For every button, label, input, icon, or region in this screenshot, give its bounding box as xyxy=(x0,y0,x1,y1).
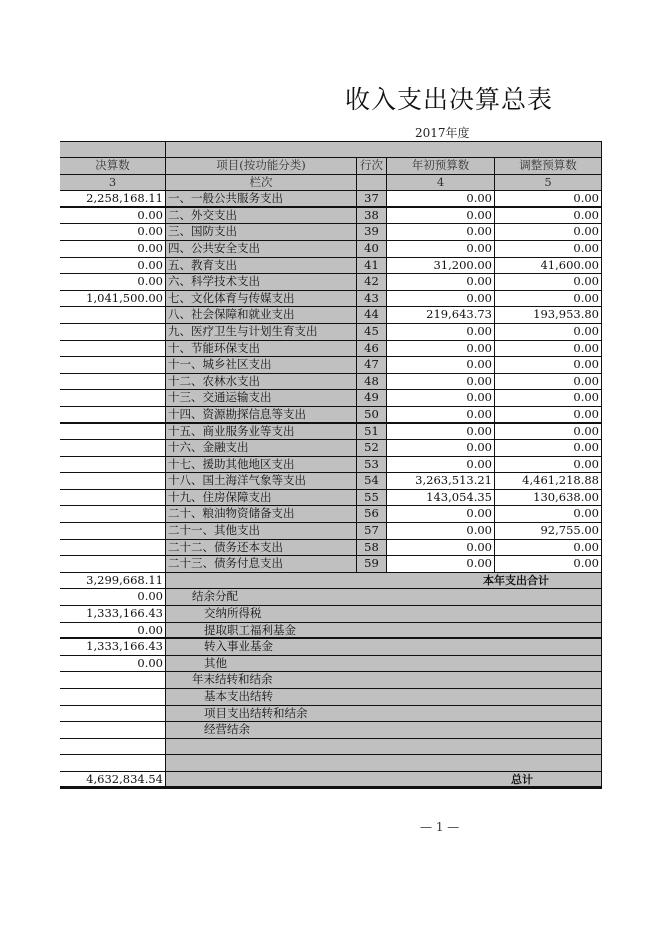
distribution-label xyxy=(166,739,602,755)
initial-budget-cell: 0.00 xyxy=(387,191,495,206)
distribution-row xyxy=(60,623,602,640)
line-cell: 43 xyxy=(357,291,387,307)
distribution-amount xyxy=(60,706,166,722)
item-cell: 十三、交通运输支出 xyxy=(166,390,357,406)
distribution-row xyxy=(60,706,602,723)
amount-cell: 1,041,500.00 xyxy=(60,291,166,307)
table-row xyxy=(60,490,602,507)
amount-cell: 0.00 xyxy=(60,208,166,224)
item-cell: 十六、金融支出 xyxy=(166,440,357,456)
initial-budget-cell: 31,200.00 xyxy=(387,258,495,274)
initial-budget-cell: 0.00 xyxy=(387,424,495,440)
item-cell: 五、教育支出 xyxy=(166,258,357,274)
initial-budget-cell: 0.00 xyxy=(387,556,495,572)
fiscal-year: 2017年度 xyxy=(415,126,470,140)
expenditure-table xyxy=(60,141,602,789)
adjusted-budget-cell: 0.00 xyxy=(495,191,602,206)
initial-budget-cell: 0.00 xyxy=(387,241,495,257)
line-cell: 48 xyxy=(357,374,387,390)
table-row xyxy=(60,307,602,324)
item-cell: 六、科学技术支出 xyxy=(166,274,357,290)
distribution-label: 提取职工福利基金 xyxy=(166,623,602,638)
header-blank-amount xyxy=(60,142,166,157)
line-cell: 47 xyxy=(357,357,387,373)
amount-cell xyxy=(60,324,166,340)
adjusted-budget-cell: 4,461,218.88 xyxy=(495,473,602,489)
amount-cell: 2,258,168.11 xyxy=(60,191,166,206)
item-cell: 十九、住房保障支出 xyxy=(166,490,357,506)
item-cell: 九、医疗卫生与计划生育支出 xyxy=(166,324,357,340)
distribution-row xyxy=(60,589,602,606)
table-row xyxy=(60,324,602,341)
table-row xyxy=(60,473,602,490)
amount-cell: 0.00 xyxy=(60,274,166,290)
index-line-no xyxy=(357,175,387,191)
table-row xyxy=(60,224,602,241)
adjusted-budget-cell: 0.00 xyxy=(495,506,602,522)
table-row xyxy=(60,191,602,208)
amount-cell xyxy=(60,440,166,456)
distribution-row xyxy=(60,672,602,689)
amount-cell xyxy=(60,341,166,357)
distribution-label xyxy=(166,755,602,771)
initial-budget-cell: 219,643.73 xyxy=(387,307,495,323)
distribution-row xyxy=(60,639,602,656)
line-cell: 40 xyxy=(357,241,387,257)
subtotal-amount: 3,299,668.11 xyxy=(60,573,166,589)
subtotal-label: 本年支出合计 xyxy=(166,573,602,589)
amount-cell xyxy=(60,556,166,572)
amount-cell xyxy=(60,457,166,473)
adjusted-budget-cell: 0.00 xyxy=(495,407,602,422)
adjusted-budget-cell: 0.00 xyxy=(495,424,602,440)
item-cell: 八、社会保障和就业支出 xyxy=(166,307,357,323)
initial-budget-cell: 0.00 xyxy=(387,540,495,556)
amount-cell xyxy=(60,540,166,556)
item-cell: 十八、国土海洋气象等支出 xyxy=(166,473,357,489)
initial-budget-cell: 0.00 xyxy=(387,291,495,307)
distribution-label: 年末结转和结余 xyxy=(166,672,602,688)
item-cell: 十一、城乡社区支出 xyxy=(166,357,357,373)
adjusted-budget-cell: 92,755.00 xyxy=(495,523,602,539)
item-cell: 七、文化体育与传媒支出 xyxy=(166,291,357,307)
amount-cell: 0.00 xyxy=(60,224,166,240)
initial-budget-cell: 0.00 xyxy=(387,208,495,224)
table-row xyxy=(60,540,602,557)
table-row xyxy=(60,457,602,474)
total-row xyxy=(60,772,602,789)
distribution-label: 交纳所得税 xyxy=(166,606,602,622)
initial-budget-cell: 0.00 xyxy=(387,374,495,390)
table-row xyxy=(60,341,602,358)
table-row xyxy=(60,374,602,391)
distribution-amount: 0.00 xyxy=(60,656,166,672)
distribution-row xyxy=(60,722,602,739)
document-title: 收入支出决算总表 xyxy=(345,85,554,114)
index-amount: 3 xyxy=(60,175,166,191)
adjusted-budget-cell: 0.00 xyxy=(495,208,602,224)
line-cell: 54 xyxy=(357,473,387,489)
distribution-amount: 1,333,166.43 xyxy=(60,639,166,655)
line-cell: 44 xyxy=(357,307,387,323)
adjusted-budget-cell: 0.00 xyxy=(495,440,602,456)
distribution-amount: 0.00 xyxy=(60,589,166,605)
adjusted-budget-cell: 0.00 xyxy=(495,357,602,373)
initial-budget-cell: 0.00 xyxy=(387,390,495,406)
line-cell: 38 xyxy=(357,208,387,224)
line-cell: 53 xyxy=(357,457,387,473)
adjusted-budget-cell: 0.00 xyxy=(495,291,602,307)
table-row xyxy=(60,274,602,291)
distribution-amount xyxy=(60,755,166,771)
initial-budget-cell: 0.00 xyxy=(387,357,495,373)
table-row xyxy=(60,357,602,374)
amount-cell xyxy=(60,357,166,373)
index-initial-budget: 4 xyxy=(387,175,495,191)
initial-budget-cell: 0.00 xyxy=(387,523,495,539)
line-cell: 37 xyxy=(357,191,387,206)
item-cell: 十四、资源勘探信息等支出 xyxy=(166,407,357,422)
amount-cell xyxy=(60,407,166,422)
distribution-amount: 0.00 xyxy=(60,623,166,638)
table-row xyxy=(60,208,602,225)
initial-budget-cell: 0.00 xyxy=(387,506,495,522)
item-cell: 二十一、其他支出 xyxy=(166,523,357,539)
adjusted-budget-cell: 0.00 xyxy=(495,224,602,240)
amount-cell xyxy=(60,506,166,522)
distribution-row xyxy=(60,689,602,706)
header-line-no: 行次 xyxy=(357,158,387,174)
distribution-row xyxy=(60,755,602,772)
distribution-amount xyxy=(60,689,166,705)
distribution-row xyxy=(60,606,602,623)
table-row xyxy=(60,407,602,424)
adjusted-budget-cell: 0.00 xyxy=(495,457,602,473)
initial-budget-cell: 0.00 xyxy=(387,274,495,290)
line-cell: 58 xyxy=(357,540,387,556)
distribution-amount xyxy=(60,722,166,738)
line-cell: 56 xyxy=(357,506,387,522)
table-row xyxy=(60,258,602,275)
amount-cell xyxy=(60,473,166,489)
item-cell: 三、国防支出 xyxy=(166,224,357,240)
column-index-row xyxy=(60,175,602,192)
table-row xyxy=(60,241,602,258)
adjusted-budget-cell: 193,953.80 xyxy=(495,307,602,323)
line-cell: 45 xyxy=(357,324,387,340)
page-number: — 1 — xyxy=(420,820,460,834)
initial-budget-cell: 143,054.35 xyxy=(387,490,495,506)
amount-cell xyxy=(60,523,166,539)
amount-cell: 0.00 xyxy=(60,241,166,257)
subtotal-row xyxy=(60,573,602,590)
item-cell: 二十二、债务还本支出 xyxy=(166,540,357,556)
index-adjusted-budget: 5 xyxy=(495,175,602,191)
total-amount: 4,632,834.54 xyxy=(60,772,166,786)
item-cell: 二十、粮油物资储备支出 xyxy=(166,506,357,522)
adjusted-budget-cell: 0.00 xyxy=(495,540,602,556)
line-cell: 49 xyxy=(357,390,387,406)
distribution-row xyxy=(60,656,602,673)
item-cell: 二十三、债务付息支出 xyxy=(166,556,357,572)
item-cell: 十、节能环保支出 xyxy=(166,341,357,357)
line-cell: 39 xyxy=(357,224,387,240)
distribution-label: 转入事业基金 xyxy=(166,639,602,655)
amount-cell xyxy=(60,490,166,506)
distribution-amount xyxy=(60,739,166,755)
initial-budget-cell: 3,263,513.21 xyxy=(387,473,495,489)
table-row xyxy=(60,424,602,441)
header-adjusted-budget: 调整预算数 xyxy=(495,158,602,174)
table-row xyxy=(60,390,602,407)
adjusted-budget-cell: 41,600.00 xyxy=(495,258,602,274)
adjusted-budget-cell: 0.00 xyxy=(495,241,602,257)
amount-cell: 0.00 xyxy=(60,258,166,274)
initial-budget-cell: 0.00 xyxy=(387,407,495,422)
table-row xyxy=(60,556,602,573)
distribution-label: 其他 xyxy=(166,656,602,672)
distribution-amount xyxy=(60,672,166,688)
adjusted-budget-cell: 0.00 xyxy=(495,324,602,340)
item-cell: 二、外交支出 xyxy=(166,208,357,224)
initial-budget-cell: 0.00 xyxy=(387,457,495,473)
adjusted-budget-cell: 130,638.00 xyxy=(495,490,602,506)
table-header-band xyxy=(60,141,602,158)
initial-budget-cell: 0.00 xyxy=(387,341,495,357)
header-item: 项目(按功能分类) xyxy=(166,158,357,174)
line-cell: 59 xyxy=(357,556,387,572)
table-row xyxy=(60,291,602,308)
distribution-label: 基本支出结转 xyxy=(166,689,602,705)
adjusted-budget-cell: 0.00 xyxy=(495,274,602,290)
table-header-row xyxy=(60,158,602,175)
table-row xyxy=(60,523,602,540)
item-cell: 十二、农林水支出 xyxy=(166,374,357,390)
adjusted-budget-cell: 0.00 xyxy=(495,341,602,357)
adjusted-budget-cell: 0.00 xyxy=(495,556,602,572)
line-cell: 55 xyxy=(357,490,387,506)
amount-cell xyxy=(60,374,166,390)
line-cell: 51 xyxy=(357,424,387,440)
initial-budget-cell: 0.00 xyxy=(387,324,495,340)
line-cell: 50 xyxy=(357,407,387,422)
line-cell: 52 xyxy=(357,440,387,456)
amount-cell xyxy=(60,307,166,323)
initial-budget-cell: 0.00 xyxy=(387,440,495,456)
adjusted-budget-cell: 0.00 xyxy=(495,374,602,390)
distribution-label: 经营结余 xyxy=(166,722,602,738)
header-initial-budget: 年初预算数 xyxy=(387,158,495,174)
total-label: 总计 xyxy=(166,772,602,786)
table-row xyxy=(60,506,602,523)
index-item: 栏次 xyxy=(166,175,357,191)
table-row xyxy=(60,440,602,457)
item-cell: 一、一般公共服务支出 xyxy=(166,191,357,206)
distribution-row xyxy=(60,739,602,756)
distribution-label: 项目支出结转和结余 xyxy=(166,706,602,722)
initial-budget-cell: 0.00 xyxy=(387,224,495,240)
line-cell: 57 xyxy=(357,523,387,539)
amount-cell xyxy=(60,390,166,406)
item-cell: 十七、援助其他地区支出 xyxy=(166,457,357,473)
distribution-label: 结余分配 xyxy=(166,589,602,605)
adjusted-budget-cell: 0.00 xyxy=(495,390,602,406)
item-cell: 四、公共安全支出 xyxy=(166,241,357,257)
amount-cell xyxy=(60,424,166,440)
header-amount: 决算数 xyxy=(60,158,166,174)
header-blank-span xyxy=(166,142,602,157)
line-cell: 46 xyxy=(357,341,387,357)
item-cell: 十五、商业服务业等支出 xyxy=(166,424,357,440)
line-cell: 42 xyxy=(357,274,387,290)
distribution-amount: 1,333,166.43 xyxy=(60,606,166,622)
line-cell: 41 xyxy=(357,258,387,274)
